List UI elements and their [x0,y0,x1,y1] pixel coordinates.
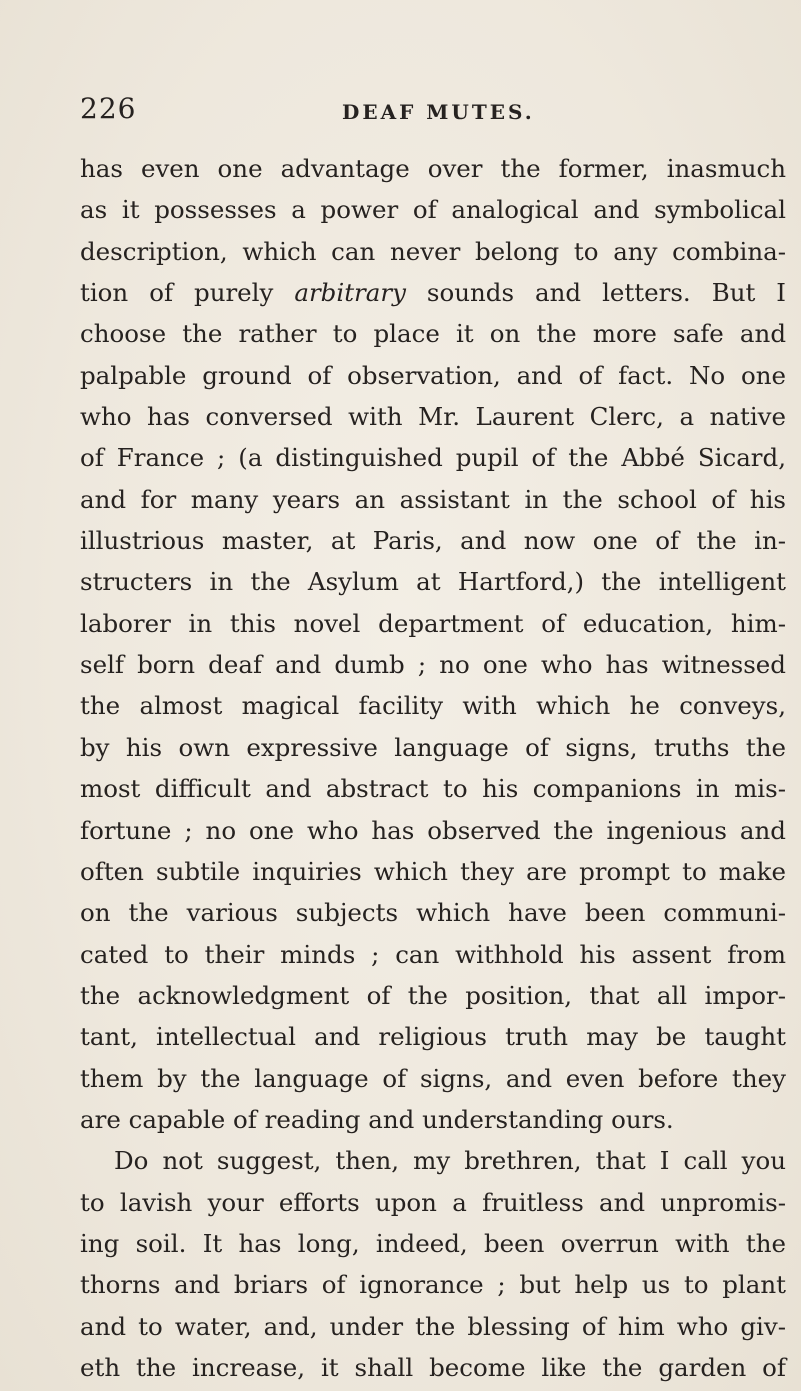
text-line: by his own expressive language of signs, truths the [80,732,786,762]
text-line: illustrious master, at Paris, and now one of the in- [80,526,786,556]
text-line: often subtile inquiries which they are prompt to make [80,856,786,886]
text-line: are capable of reading and understanding ours. [80,1104,674,1134]
text-line: thorns and briars of ignorance ; but help us to plant [80,1270,786,1300]
text-line: them by the language of signs, and even before they [80,1063,786,1093]
paragraph-1 [80,148,786,1140]
text-line: self born deaf and dumb ; no one who has witnessed [80,650,786,680]
text-line: choose the rather to place it on the more safe and [80,319,786,349]
text-line: tant, intellectual and religious truth may be taught [80,1022,786,1052]
text-line: Do not suggest, then, my brethren, that I call you [114,1146,786,1176]
text-line: the acknowledgment of the position, that all impor- [80,980,786,1010]
text-line: who has conversed with Mr. Laurent Clerc, a native [80,402,786,432]
text-line: description, which can never belong to any combina- [80,236,786,266]
text-line: cated to their minds ; can withhold his assent from [80,939,786,969]
text-line: ing soil. It has long, indeed, been overrun with the [80,1228,786,1258]
text-line: of France ; (a distinguished pupil of the Abbé Sicard, [80,443,786,473]
text-line: and to water, and, under the blessing of him who giv- [80,1311,786,1341]
paragraph-2 [80,1140,786,1388]
text-line: most difficult and abstract to his companions in mis- [80,774,786,804]
text-line: fortune ; no one who has observed the ingenious and [80,815,786,845]
text-line: structers in the Asylum at Hartford,) the intelligent [80,567,786,597]
text-line: the almost magical facility with which he conveys, [80,691,786,721]
page-number: 226 [80,92,137,125]
text-line: on the various subjects which have been communi- [80,898,786,928]
text-line: has even one advantage over the former, inasmuch [80,154,786,183]
text-line: laborer in this novel department of education, him- [80,608,786,638]
text-line: and for many years an assistant in the school of his [80,484,786,514]
body-text [80,148,786,1388]
text-line-with-italic: tion of purely arbitrary sounds and letters. But I [80,278,786,308]
text-line: as it possesses a power of analogical and symbolical [80,195,786,225]
text-line: to lavish your efforts upon a fruitless and unpromis- [80,1187,786,1217]
text-line: eth the increase, it shall become like the garden of [80,1352,786,1382]
italic-word: arbitrary [294,278,406,308]
running-title: DEAF MUTES. [342,100,535,124]
running-head [80,92,761,132]
text-line: palpable ground of observation, and of fact. No one [80,360,786,390]
